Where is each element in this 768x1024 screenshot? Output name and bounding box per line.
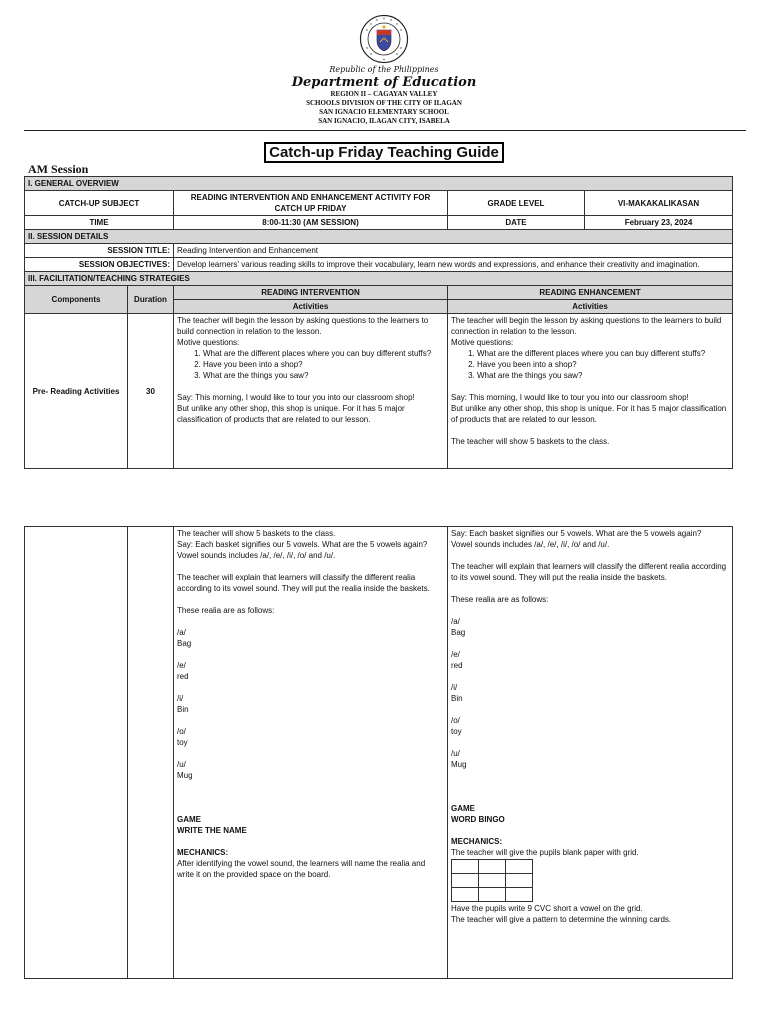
realia-vowel: /e/ (451, 650, 460, 659)
enhancement-explain: The teacher will explain that learners will classify the different realia according to its vowel sound. They will put the realia inside the baskets. (451, 562, 727, 582)
enhancement-realia-intro: These realia are as follows: (451, 595, 549, 604)
realia-item: toy (451, 727, 462, 736)
mechanics-text: After identifying the vowel sound, the learners will name the realia and write it on the provided space on the board. (177, 859, 426, 879)
realia-vowel: /u/ (177, 760, 186, 769)
realia-vowel: /a/ (177, 628, 186, 637)
intervention-motive-label: Motive questions: (177, 338, 240, 347)
enhancement-activities-header: Activities (448, 300, 733, 314)
realia-item: Bin (451, 694, 463, 703)
pre-reading-component: Pre- Reading Activities (25, 314, 128, 469)
grade-label: GRADE LEVEL (448, 191, 585, 216)
session-title-label: SESSION TITLE: (25, 244, 174, 258)
pre-reading-enhancement-cell (448, 314, 733, 469)
republic-line: Republic of the Philippines (329, 65, 439, 74)
department-name: Department of Education (291, 75, 477, 90)
subject-row (25, 191, 733, 216)
section-general-overview: I. GENERAL OVERVIEW (25, 177, 733, 191)
intervention-unique: But unlike any other shop, this shop is unique. For it has 5 major classification of products that are related to our lesson. (177, 404, 405, 424)
realia-vowel: /i/ (451, 683, 458, 692)
question-item: 2. Have you been into a shop? (203, 359, 444, 370)
section-session-details: II. SESSION DETAILS (25, 230, 733, 244)
intervention-baskets: The teacher will show 5 baskets to the class. (177, 529, 336, 538)
continued-component (25, 527, 128, 979)
winning-pattern-text: The teacher will give a pattern to determine the winning cards. (451, 915, 672, 924)
intervention-intro: The teacher will begin the lesson by asking questions to the learners to build connection in relation to the lesson. (177, 316, 429, 336)
pre-reading-duration: 30 (128, 314, 174, 469)
session-label: AM Session (28, 162, 89, 176)
realia-item: Bag (451, 628, 466, 637)
section-strategies: III. FACILITATION/TEACHING STRATEGIES (25, 272, 733, 286)
objectives-label: SESSION OBJECTIVES: (25, 258, 174, 272)
grid-cell (452, 888, 479, 902)
realia-vowel: /o/ (451, 716, 460, 725)
time-row (25, 216, 733, 230)
realia-item: Mug (177, 771, 193, 780)
page-title: Catch-up Friday Teaching Guide (0, 142, 768, 163)
realia-item: Mug (451, 760, 467, 769)
school-line: SAN IGNACIO ELEMENTARY SCHOOL (319, 108, 449, 116)
realia-item: Bag (177, 639, 192, 648)
header-divider (24, 130, 746, 131)
intervention-say-vowels: Say: Each basket signifies our 5 vowels. What are the 5 vowels again? (177, 540, 428, 549)
grid-cell (479, 874, 506, 888)
realia-vowel: /i/ (177, 694, 184, 703)
game-name: WORD BINGO (451, 815, 505, 824)
grid-cell (479, 860, 506, 874)
intervention-realia-intro: These realia are as follows: (177, 606, 275, 615)
session-title-value: Reading Intervention and Enhancement (174, 244, 733, 258)
game-label: GAME (451, 804, 475, 813)
enhancement-header: READING ENHANCEMENT (448, 286, 733, 300)
pre-reading-intervention-cell (174, 314, 448, 469)
grid-instruction: Have the pupils write 9 CVC short a vowel on the grid. (451, 904, 643, 913)
teaching-guide-table (24, 176, 733, 469)
realia-item: Bin (177, 705, 189, 714)
session-title-row (25, 244, 733, 258)
enhancement-unique: But unlike any other shop, this shop is unique. For it has 5 major classification of products that are related to our lesson. (451, 404, 727, 424)
mechanics-text: The teacher will give the pupils blank paper with grid. (451, 848, 639, 857)
continued-intervention-cell (174, 527, 448, 979)
grid-cell (452, 860, 479, 874)
strategies-header-row (25, 286, 733, 300)
date-label: DATE (448, 216, 585, 230)
objectives-row (25, 258, 733, 272)
subject-value: READING INTERVENTION AND ENHANCEMENT ACTIVITY FOR CATCH UP FRIDAY (174, 191, 448, 216)
enhancement-baskets: The teacher will show 5 baskets to the class. (451, 437, 610, 446)
duration-header: Duration (128, 286, 174, 314)
realia-item: red (451, 661, 463, 670)
address-line: SAN IGNACIO, ILAGAN CITY, ISABELA (318, 117, 450, 125)
grid-cell (506, 860, 533, 874)
enhancement-vowel-sounds: Vowel sounds includes /a/, /e/, /i/, /o/ and /u/. (451, 540, 610, 549)
division-line: SCHOOLS DIVISION OF THE CITY OF ILAGAN (306, 99, 462, 107)
region-line: REGION II – CAGAYAN VALLEY (330, 90, 438, 98)
intervention-explain: The teacher will explain that learners will classify the different realia according to its vowel sound. They will put the realia inside the baskets. (177, 573, 430, 593)
question-item: 1. What are the different places where you can buy different stuffs? (203, 348, 444, 359)
grade-value: VI-MAKAKALIKASAN (585, 191, 733, 216)
game-label: GAME (177, 815, 201, 824)
question-item: 1. What are the different places where you can buy different stuffs? (477, 348, 729, 359)
realia-item: toy (177, 738, 188, 747)
components-header: Components (25, 286, 128, 314)
continued-enhancement-cell (448, 527, 733, 979)
enhancement-questions (451, 348, 729, 381)
grid-cell (506, 874, 533, 888)
continuation-table (24, 526, 733, 979)
realia-vowel: /a/ (451, 617, 460, 626)
continued-row (25, 527, 733, 979)
pre-reading-row (25, 314, 733, 469)
enhancement-say: Say: This morning, I would like to tour you into our classroom shop! (451, 393, 689, 402)
continued-duration (128, 527, 174, 979)
mechanics-label: MECHANICS: (451, 837, 503, 846)
enhancement-say-vowels: Say: Each basket signifies our 5 vowels. What are the 5 vowels again? (451, 529, 702, 538)
game-name: WRITE THE NAME (177, 826, 247, 835)
question-item: 3. What are the things you saw? (203, 370, 444, 381)
intervention-header: READING INTERVENTION (174, 286, 448, 300)
time-label: TIME (25, 216, 174, 230)
deped-seal-logo (359, 14, 409, 64)
grid-cell (452, 874, 479, 888)
objectives-value: Develop learners' various reading skills to improve their vocabulary, learn new words and expressions, and enhance their creativity and imagination. (174, 258, 733, 272)
time-value: 8:00-11:30 (AM SESSION) (174, 216, 448, 230)
enhancement-motive-label: Motive questions: (451, 338, 514, 347)
date-value: February 23, 2024 (585, 216, 733, 230)
realia-vowel: /o/ (177, 727, 186, 736)
question-item: 3. What are the things you saw? (477, 370, 729, 381)
letterhead (0, 14, 768, 126)
intervention-questions (177, 348, 444, 381)
realia-vowel: /e/ (177, 661, 186, 670)
bingo-grid (451, 859, 533, 902)
mechanics-label: MECHANICS: (177, 848, 229, 857)
enhancement-intro: The teacher will begin the lesson by asking questions to the learners to build connection in relation to the lesson. (451, 316, 722, 336)
question-item: 2. Have you been into a shop? (477, 359, 729, 370)
grid-cell (506, 888, 533, 902)
intervention-say: Say: This morning, I would like to tour you into our classroom shop! (177, 393, 415, 402)
grid-cell (479, 888, 506, 902)
subject-label: CATCH-UP SUBJECT (25, 191, 174, 216)
intervention-vowel-sounds: Vowel sounds includes /a/, /e/, /i/, /o/ and /u/. (177, 551, 336, 560)
intervention-activities-header: Activities (174, 300, 448, 314)
realia-item: red (177, 672, 189, 681)
realia-vowel: /u/ (451, 749, 460, 758)
